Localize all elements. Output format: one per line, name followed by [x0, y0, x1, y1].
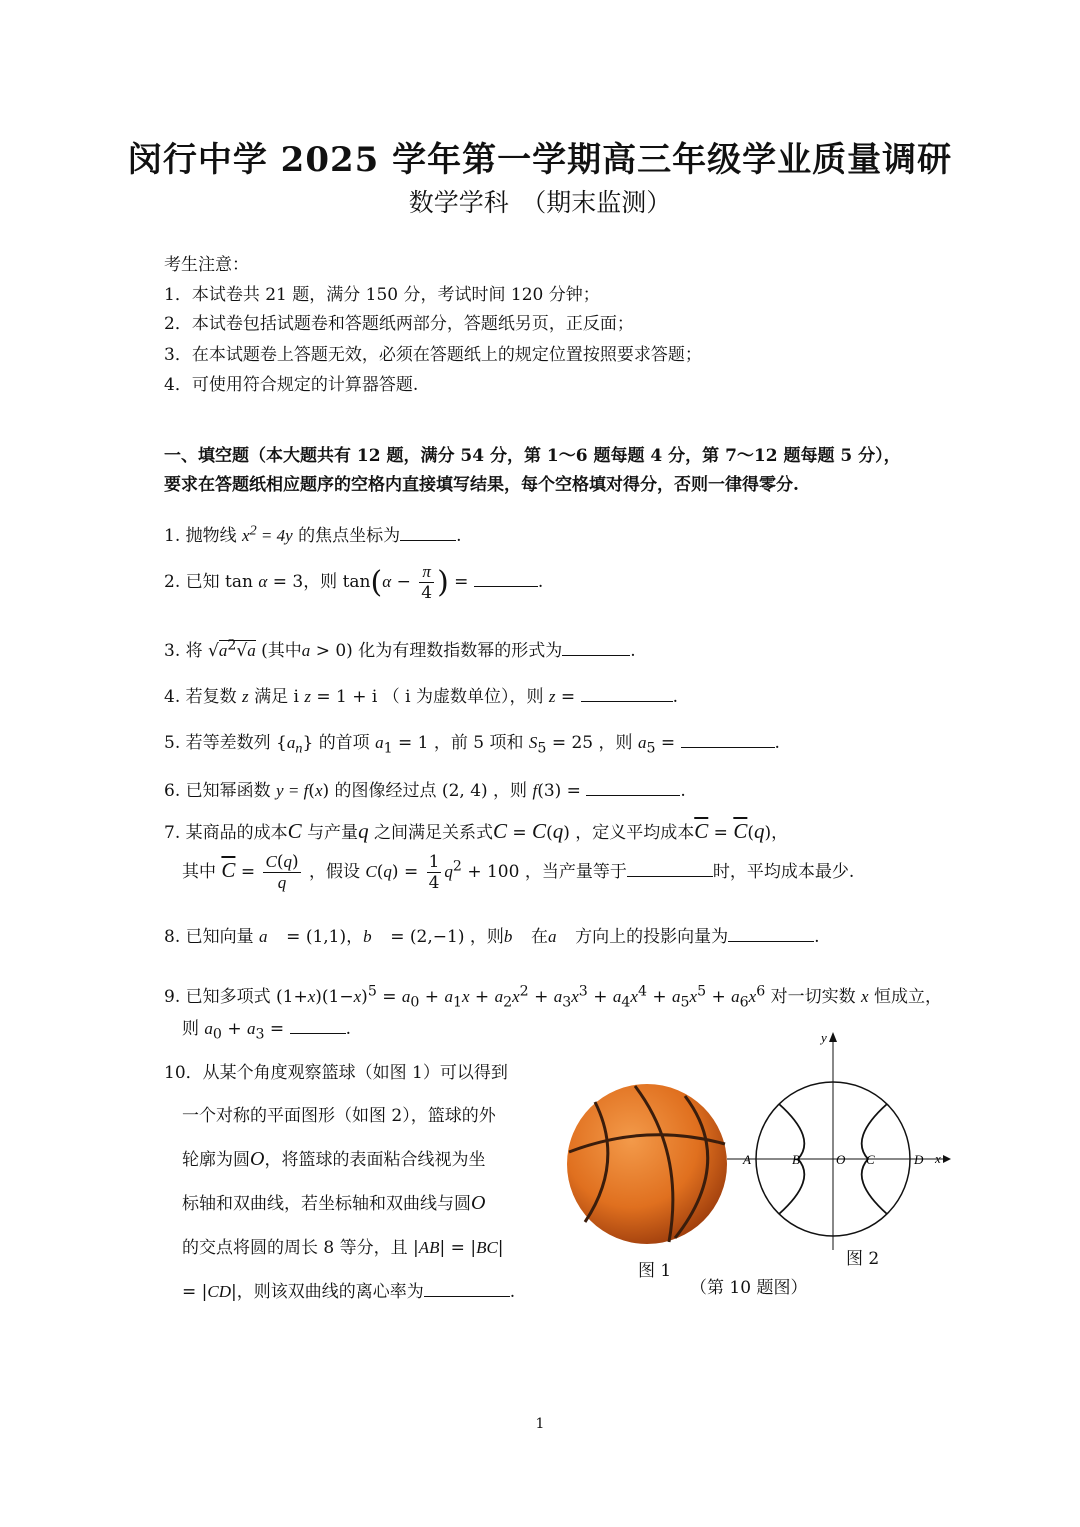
answer-blank [290, 1019, 346, 1034]
notice-item: 3．在本试题卷上答题无效，必须在答题纸上的规定位置按照要求答题； [164, 345, 702, 365]
basketball-figure [565, 1082, 729, 1246]
x-axis-label: x [935, 1151, 941, 1166]
answer-blank [400, 526, 456, 541]
question-6: 6. 已知幂函数 y = f(x) 的图像经过点 (2, 4) ，则 f(3) = . [164, 781, 686, 801]
figure-group-caption: （第 10 题图） [690, 1278, 808, 1298]
question-5: 5. 若等差数列 $\{a_n\}$ 的首项 $a_1 = 1$ ，前 5 项和 $S_5 = 25$ ，则 $a_5$ = . [164, 733, 780, 757]
notice-item: 4．可使用符合规定的计算器答题. [164, 375, 419, 395]
origin-label: O [836, 1152, 846, 1167]
section-instructions: 要求在答题纸相应题序的空格内直接填写结果，每个空格填对得分，否则一律得零分. [164, 475, 799, 495]
answer-blank [424, 1282, 510, 1297]
notice-heading: 考生注意： [164, 255, 249, 275]
exam-subtitle: 数学学科 （期末监测） [408, 188, 672, 217]
exam-title: 闵行中学 2025 学年第一学期高三年级学业质量调研 [127, 140, 953, 180]
question-8: 8. 已知向量 a⃗ = (1,1)，b⃗ = (2,−1) ，则b⃗ 在a⃗ 方向上的投影向量为 . [164, 927, 820, 947]
question-1: 1. 抛物线 $x^2 = 4y$ 的焦点坐标为 . [164, 522, 462, 546]
notice-item: 2．本试卷包括试题卷和答题纸两部分，答题纸另页，正反面； [164, 314, 634, 334]
section-heading: 一、填空题（本大题共有 12 题，满分 54 分，第 1～6 题每题 4 分，第 7～12 题每题 5 分）， [164, 446, 901, 466]
point-c-label: C [866, 1152, 875, 1167]
notice-item: 1．本试卷共 21 题，满分 150 分，考试时间 120 分钟； [164, 285, 600, 305]
page-number: 1 [535, 1416, 545, 1432]
question-7: 7. 某商品的成本C 与产量q 之间满足关系式C = C(q) ，定义平均成本$\overline{C} = \overline{C}(q)$， [164, 819, 789, 843]
answer-blank [681, 733, 775, 748]
question-4: 4. 若复数 z 满足 i z = 1 + i （ i 为虚数单位），则 z = . [164, 687, 678, 707]
figure-1-caption: 图 1 [638, 1261, 672, 1281]
answer-blank [474, 572, 538, 587]
question-7-condition: 其中 $\overline{C}$ = $\frac{C(q)}{q}$ ，假设 C(q) = $\frac{1}{4}$ $q^2 + 100$ ，当产量等于 时，平均成本最少. [182, 852, 855, 893]
figure-2-caption: 图 2 [846, 1249, 880, 1269]
y-axis-label: y [821, 1030, 827, 1045]
question-10: 10．从某个角度观察篮球（如图 1）可以得到 一个对称的平面图形（如图 2），篮球的外 轮廓为圆O，将篮球的表面粘合线视为坐 标轴和双曲线，若坐标轴和双曲线与圆O 的交点将圆的周长 8 等分，且 |AB| = |BC| = |CD|，则该双曲线的离心率为 . [164, 1063, 516, 1302]
answer-blank [627, 862, 713, 877]
question-9-ask: 则 $a_0 + a_3$ = . [182, 1019, 351, 1043]
question-2: 2. 已知 tan α = 3，则 tan(α − $\frac{\pi}{4}$ ) = . [164, 562, 544, 603]
question-9: 9. 已知多项式 $(1+x)(1-x)^5 = a_0 + a_1x + a_2x^2 + a_3x^3 + a_4x^4 + a_5x^5 + a_6x^6$ 对一切实数 x 恒成立， [164, 983, 942, 1011]
answer-blank [728, 927, 814, 942]
hyperbola-diagram [725, 1028, 955, 1253]
answer-blank [562, 641, 630, 656]
answer-blank [581, 687, 673, 702]
point-b-label: B [792, 1152, 800, 1167]
point-d-label: D [914, 1152, 924, 1167]
point-a-label: A [743, 1152, 751, 1167]
question-3: 3. 将 $√a^2√a$ (其中a > 0) 化为有理数指数幂的形式为 . [164, 637, 636, 661]
answer-blank [586, 781, 680, 796]
